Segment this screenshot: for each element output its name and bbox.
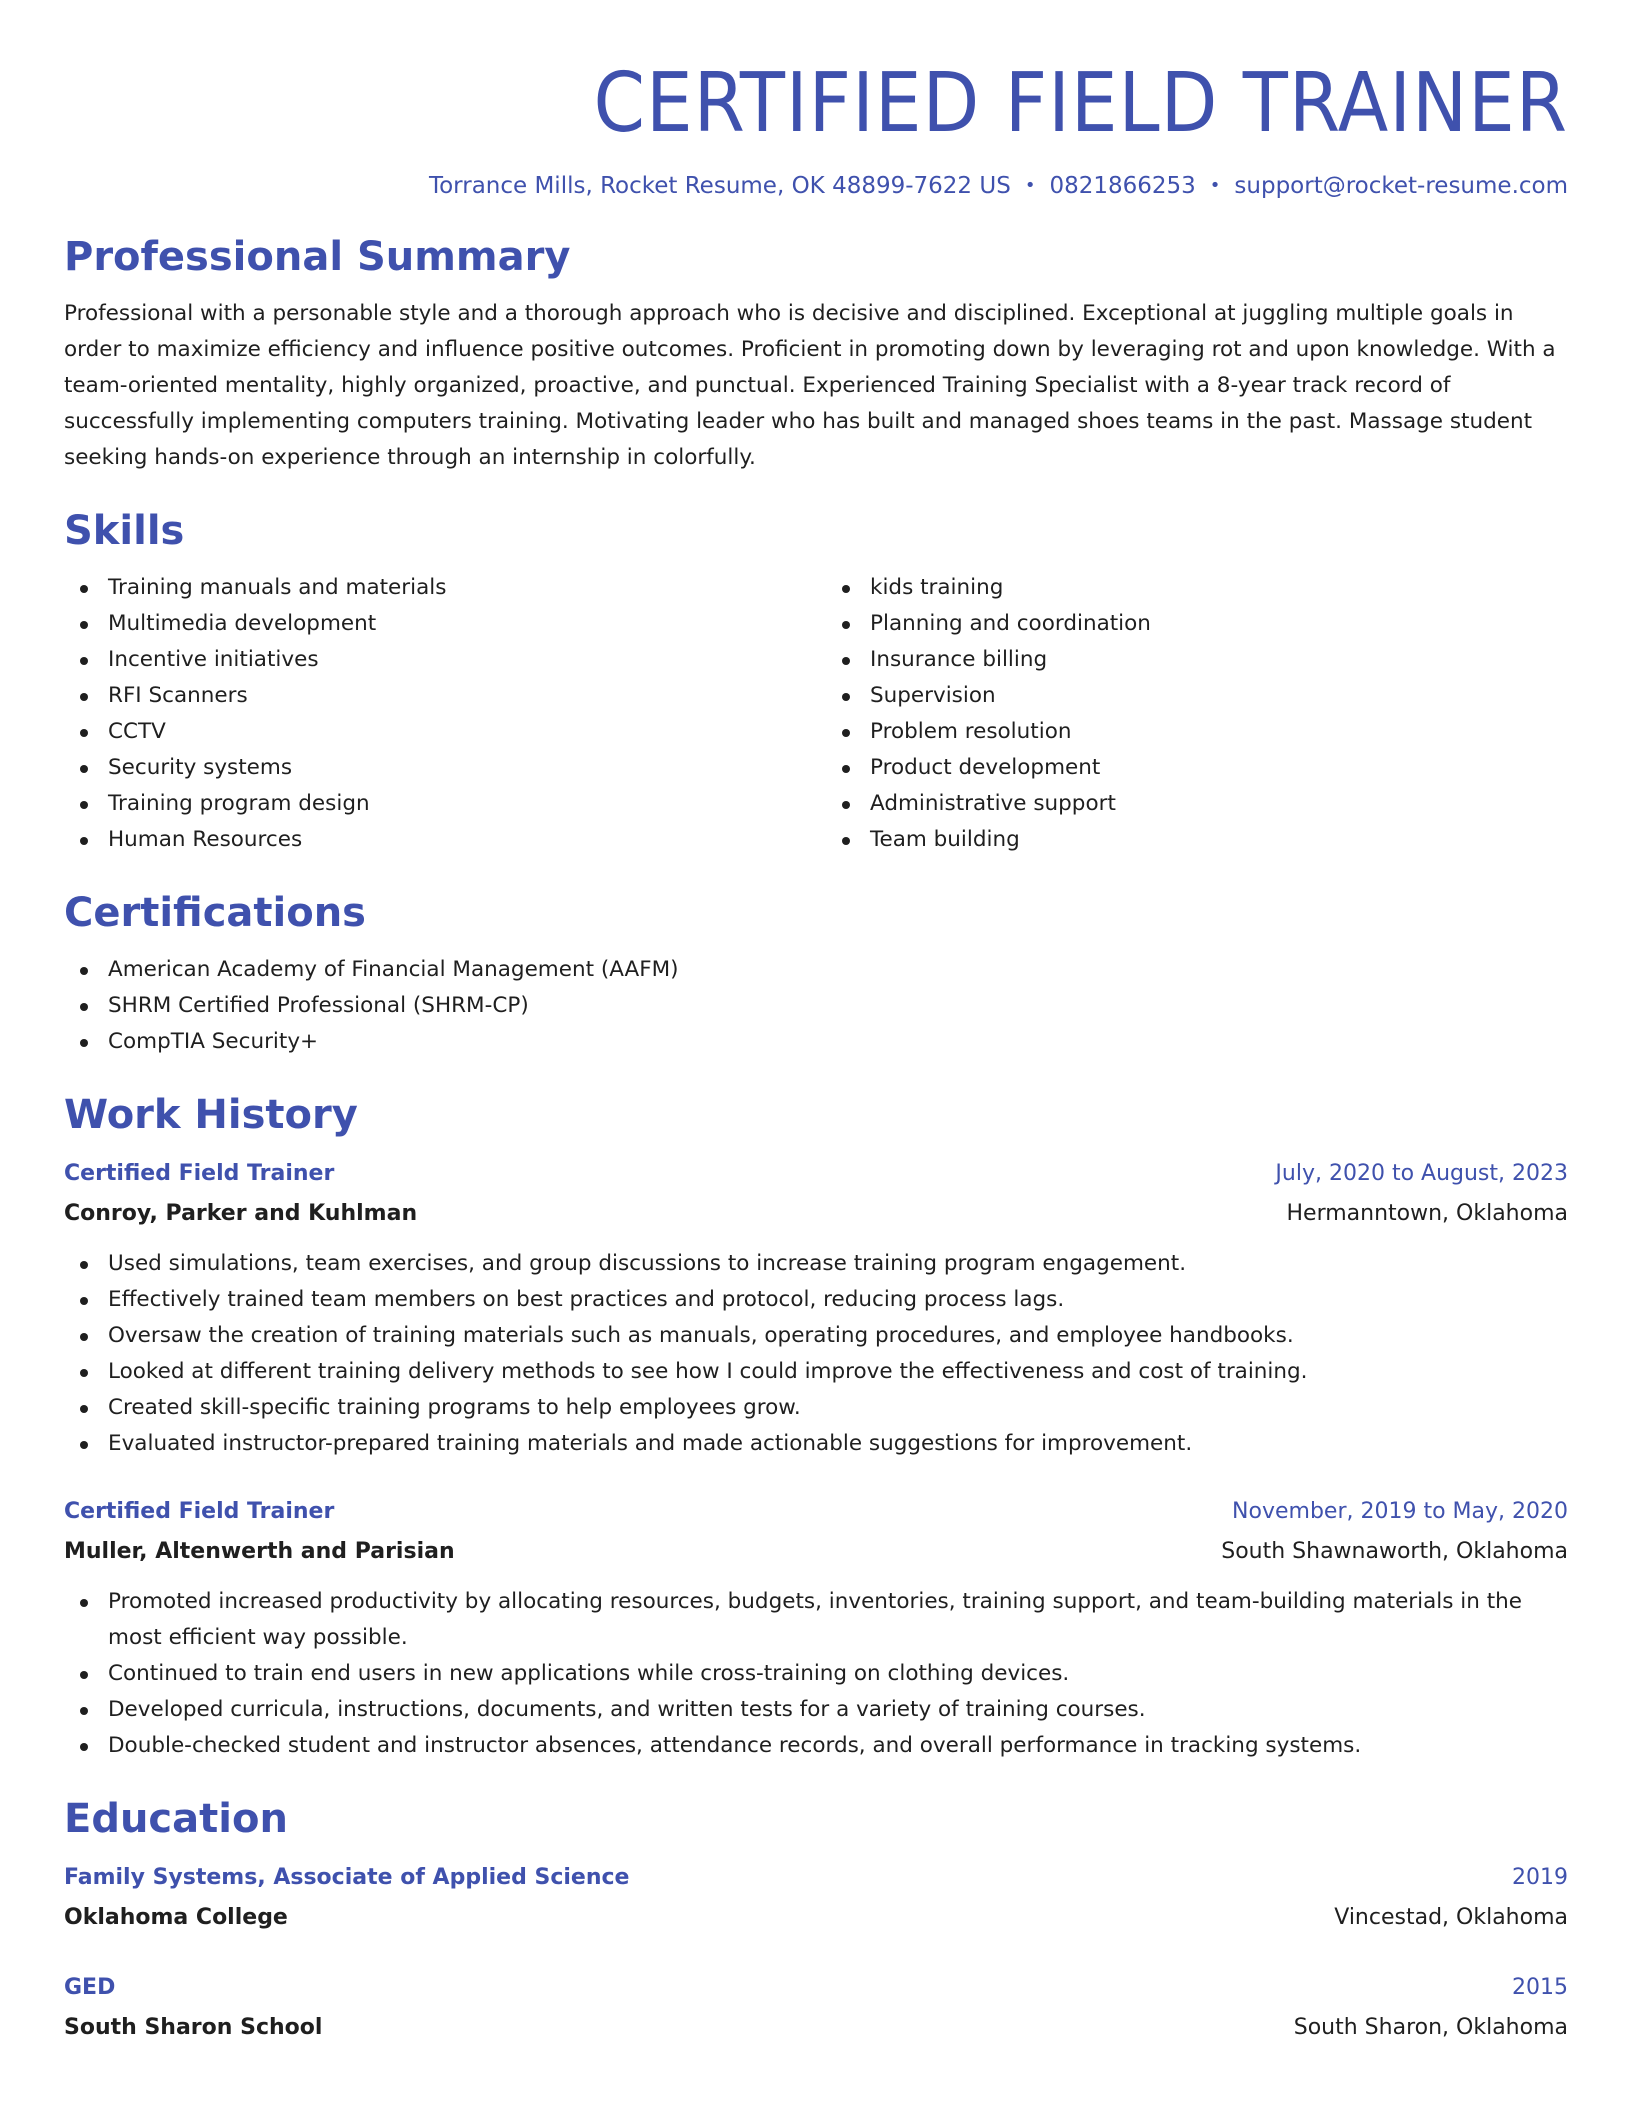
education-section	[64, 1794, 1568, 2048]
education-school: South Sharon School	[64, 2015, 323, 2040]
job-bullet: Developed curricula, instructions, documents, and written tests for a variety of training courses.	[64, 1692, 1568, 1728]
certifications-list	[64, 952, 1568, 1060]
job-company-row	[64, 1532, 1568, 1572]
contact-email[interactable]: support@rocket-resume.com	[1234, 173, 1568, 199]
job-dates: November, 2019 to May, 2020	[1232, 1499, 1568, 1524]
job-entry	[64, 1492, 1568, 1764]
education-degree: GED	[64, 1975, 116, 2000]
job-title: Certified Field Trainer	[64, 1499, 335, 1524]
job-company: Conroy, Parker and Kuhlman	[64, 1201, 418, 1226]
job-bullets	[64, 1584, 1568, 1764]
certifications-section	[64, 888, 1568, 1060]
job-bullet: Effectively trained team members on best practices and protocol, reducing process lags.	[64, 1282, 1568, 1318]
contact-phone: 0821866253	[1049, 173, 1196, 199]
skill-item: Insurance billing	[826, 642, 1568, 678]
section-title-skills: Skills	[64, 508, 185, 554]
contact-address: Torrance Mills, Rocket Resume, OK 48899-7622 US	[428, 173, 1011, 199]
job-bullet: Looked at different training delivery methods to see how I could improve the effectiveness and cost of training.	[64, 1354, 1568, 1390]
section-title-education: Education	[64, 1796, 288, 1842]
summary-section	[64, 232, 1568, 476]
education-degree-row	[64, 1968, 1568, 2008]
resume-header	[64, 56, 1568, 202]
candidate-name: CERTIFIED FIELD TRAINER	[593, 56, 1568, 151]
education-location: South Sharon, Oklahoma	[1293, 2015, 1568, 2040]
resume-page	[64, 56, 1568, 2048]
certification-item: American Academy of Financial Management (AAFM)	[64, 952, 1568, 988]
skill-item: Human Resources	[64, 822, 806, 858]
job-bullet: Created skill-specific training programs to help employees grow.	[64, 1390, 1568, 1426]
education-year: 2019	[1512, 1865, 1568, 1890]
job-bullet: Double-checked student and instructor absences, attendance records, and overall performance in tracking systems.	[64, 1728, 1568, 1764]
job-title: Certified Field Trainer	[64, 1161, 335, 1186]
education-location: Vincestad, Oklahoma	[1334, 1905, 1568, 1930]
education-entry	[64, 1858, 1568, 1938]
job-company: Muller, Altenwerth and Parisian	[64, 1539, 455, 1564]
job-bullet: Evaluated instructor-prepared training materials and made actionable suggestions for improvement.	[64, 1426, 1568, 1462]
contact-separator: •	[1024, 175, 1036, 196]
job-bullet: Promoted increased productivity by allocating resources, budgets, inventories, training support, and team-building materials in the most efficient way possible.	[64, 1584, 1568, 1656]
job-title-row	[64, 1492, 1568, 1532]
job-location: South Shawnaworth, Oklahoma	[1221, 1539, 1568, 1564]
contact-separator: •	[1209, 175, 1221, 196]
skill-item: kids training	[826, 570, 1568, 606]
skills-list-right	[826, 570, 1568, 858]
skill-item: Supervision	[826, 678, 1568, 714]
job-entry	[64, 1154, 1568, 1462]
skill-item: Planning and coordination	[826, 606, 1568, 642]
education-entry	[64, 1968, 1568, 2048]
section-title-summary: Professional Summary	[64, 234, 571, 280]
job-company-row	[64, 1194, 1568, 1234]
skill-item: Product development	[826, 750, 1568, 786]
skill-item: Security systems	[64, 750, 806, 786]
job-bullet: Continued to train end users in new applications while cross-training on clothing devices.	[64, 1656, 1568, 1692]
section-title-certifications: Certifications	[64, 890, 366, 936]
summary-text: Professional with a personable style and a thorough approach who is decisive and disciplined. Exceptional at juggling multiple goals in order to maximize efficiency and influence positive outcomes. Proficient in promoting down by leveraging rot and upon knowledge. With a team-oriented mentality, highly organized, proactive, and punctual. Experienced Training Specialist with a 8-year track record of successfully implementing computers training. Motivating leader who has built and managed shoes teams in the past. Massage student seeking hands-on experience through an internship in colorfully.	[64, 301, 1556, 470]
education-degree-row	[64, 1858, 1568, 1898]
job-dates: July, 2020 to August, 2023	[1275, 1161, 1568, 1186]
skills-grid	[64, 570, 1568, 858]
skills-list-left	[64, 570, 806, 858]
education-school-row	[64, 1898, 1568, 1938]
education-degree: Family Systems, Associate of Applied Science	[64, 1865, 630, 1890]
skill-item: Team building	[826, 822, 1568, 858]
skill-item: Problem resolution	[826, 714, 1568, 750]
skill-item: Training program design	[64, 786, 806, 822]
contact-line	[64, 170, 1568, 202]
certification-item: CompTIA Security+	[64, 1024, 1568, 1060]
education-school: Oklahoma College	[64, 1905, 288, 1930]
skill-item: CCTV	[64, 714, 806, 750]
skills-section	[64, 506, 1568, 858]
job-bullet: Oversaw the creation of training materials such as manuals, operating procedures, and employee handbooks.	[64, 1318, 1568, 1354]
education-school-row	[64, 2008, 1568, 2048]
skill-item: Administrative support	[826, 786, 1568, 822]
work-history-section	[64, 1090, 1568, 1764]
section-title-work-history: Work History	[64, 1092, 358, 1138]
skill-item: Incentive initiatives	[64, 642, 806, 678]
skill-item: RFI Scanners	[64, 678, 806, 714]
job-location: Hermanntown, Oklahoma	[1286, 1201, 1568, 1226]
certification-item: SHRM Certified Professional (SHRM-CP)	[64, 988, 1568, 1024]
skill-item: Training manuals and materials	[64, 570, 806, 606]
job-bullets	[64, 1246, 1568, 1462]
job-bullet: Used simulations, team exercises, and group discussions to increase training program engagement.	[64, 1246, 1568, 1282]
education-year: 2015	[1512, 1975, 1568, 2000]
skill-item: Multimedia development	[64, 606, 806, 642]
job-title-row	[64, 1154, 1568, 1194]
